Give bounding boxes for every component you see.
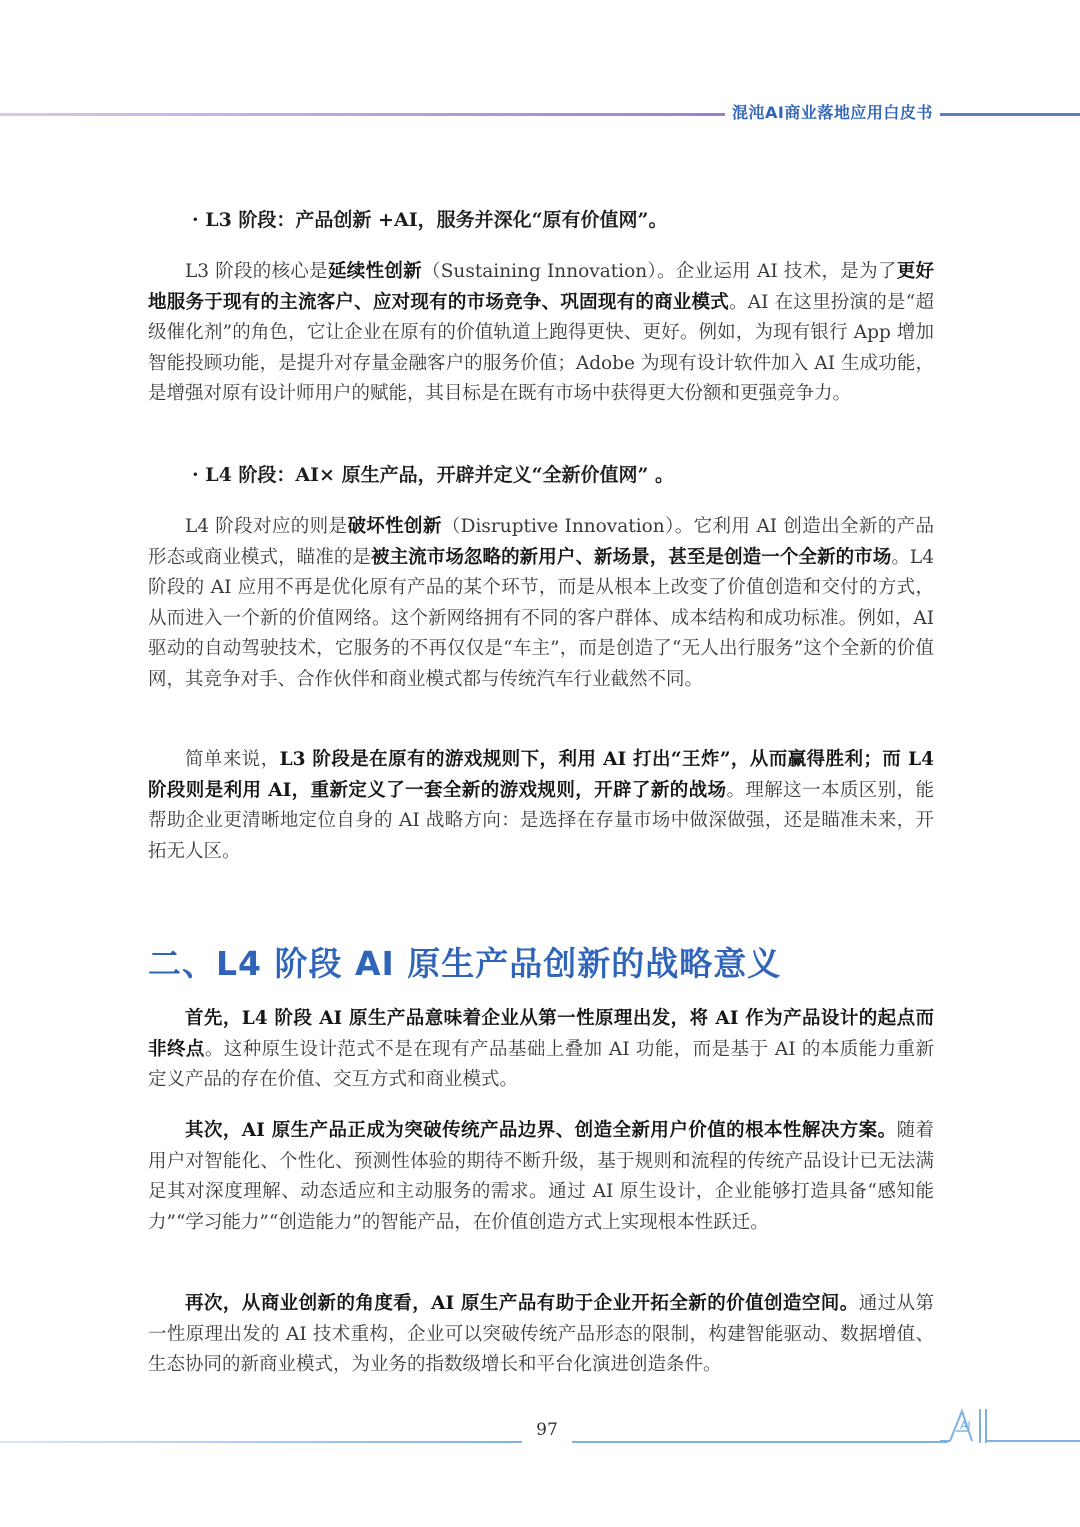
text-run: 。L4 阶段的 AI 应用不再是优化原有产品的某个环节，而是从根本上改变了价值创造和交付的方式，从而进入一个新的价值网络。这个新网络拥有不同的客户群体、成本结构和成功标准。例如，AI 驱动的自动驾驶技术，它服务的不再仅仅是“车主”，而是创造了“无人出行服务”这个全新的价值网，其竞争对手、合作伙伴和商业模式都与传统汽车行业截然不同。	[148, 546, 934, 690]
bold-run: 被主流市场忽略的新用户、新场景，甚至是创造一个全新的市场	[371, 546, 892, 568]
text-run: 简单来说，	[185, 749, 280, 770]
summary-paragraph	[148, 745, 934, 867]
l3-paragraph	[148, 257, 934, 410]
l4-heading: · L4 阶段：AI× 原生产品，开辟并定义“全新价值网” 。	[192, 464, 675, 486]
header-title: 混沌AI商业落地应用白皮书	[732, 103, 933, 122]
bold-run: 更好地服务于现有的主流客户、应对现有的市场竞争、巩固现有的商业模式	[148, 261, 934, 313]
section-paragraph-3	[148, 1289, 934, 1381]
text-run: L4 阶段对应的则是	[185, 516, 348, 537]
bold-run: L3 阶段是在原有的游戏规则下，利用 AI 打出“王炸”，从而赢得胜利；而 L4 阶段则是利用 AI，重新定义了一套全新的游戏规则，开辟了新的战场	[148, 749, 934, 801]
footer-divider-mid	[572, 1441, 948, 1443]
l4-paragraph	[148, 512, 934, 695]
bold-run: 首先，L4 阶段 AI 原生产品意味着企业从第一性原理出发，将 AI 作为产品设计的起点而非终点	[148, 1008, 934, 1060]
text-run: 。这种原生设计范式不是在现有产品基础上叠加 AI 功能，而是基于 AI 的本质能力重新定义产品的存在价值、交互方式和商业模式。	[148, 1038, 934, 1090]
logo-text: AI	[960, 1419, 971, 1432]
section-paragraph-2	[148, 1116, 934, 1238]
ai-logo-icon	[940, 1405, 1080, 1451]
text-run: L3 阶段的核心是	[185, 261, 328, 282]
bold-run: 再次，从商业创新的角度看，AI 原生产品有助于企业开拓全新的价值创造空间。	[185, 1293, 859, 1314]
section-paragraph-1	[148, 1004, 934, 1096]
text-run: （Sustaining Innovation）。企业运用 AI 技术，是为了	[421, 261, 897, 282]
section-title: 二、L4 阶段 AI 原生产品创新的战略意义	[148, 944, 782, 983]
text-run: 随着用户对智能化、个性化、预测性体验的期待不断升级，基于规则和流程的传统产品设计已无法满足其对深度理解、动态适应和主动服务的需求。通过 AI 原生设计，企业能够打造具备“感知能力”“学习能力”“创造能力”的智能产品，在价值创造方式上实现根本性跃迁。	[148, 1120, 934, 1233]
bold-run: 延续性创新	[327, 261, 422, 282]
header-divider-left	[0, 113, 725, 116]
text-run: 通过从第一性原理出发的 AI 技术重构，企业可以突破传统产品形态的限制，构建智能驱动、数据增值、生态协同的新商业模式，为业务的指数级增长和平台化演进创造条件。	[148, 1293, 934, 1375]
text-run: （Disruptive Innovation）。它利用 AI 创造出全新的产品形态或商业模式，瞄准的是	[148, 516, 934, 568]
page-number: 97	[536, 1420, 558, 1440]
header-divider-right	[940, 113, 1080, 116]
l3-heading: · L3 阶段：产品创新 +AI，服务并深化“原有价值网”。	[192, 209, 668, 231]
footer-divider-left	[0, 1441, 522, 1443]
text-run: 。理解这一本质区别，能帮助企业更清晰地定位自身的 AI 战略方向：是选择在存量市场中做深做强，还是瞄准未来，开拓无人区。	[148, 779, 934, 862]
bold-run: 其次，AI 原生产品正成为突破传统产品边界、创造全新用户价值的根本性解决方案。	[185, 1120, 897, 1141]
text-run: 。AI 在这里扮演的是“超级催化剂”的角色，它让企业在原有的价值轨道上跑得更快、更好。例如，为现有银行 App 增加智能投顾功能，是提升对存量金融客户的服务价值；Adobe 为现有设计软件加入 AI 生成功能，是增强对原有设计师用户的赋能，其目标是在既有市场中获得更大份额和更强竞争力。	[148, 291, 934, 404]
bold-run: 破坏性创新	[347, 516, 442, 537]
